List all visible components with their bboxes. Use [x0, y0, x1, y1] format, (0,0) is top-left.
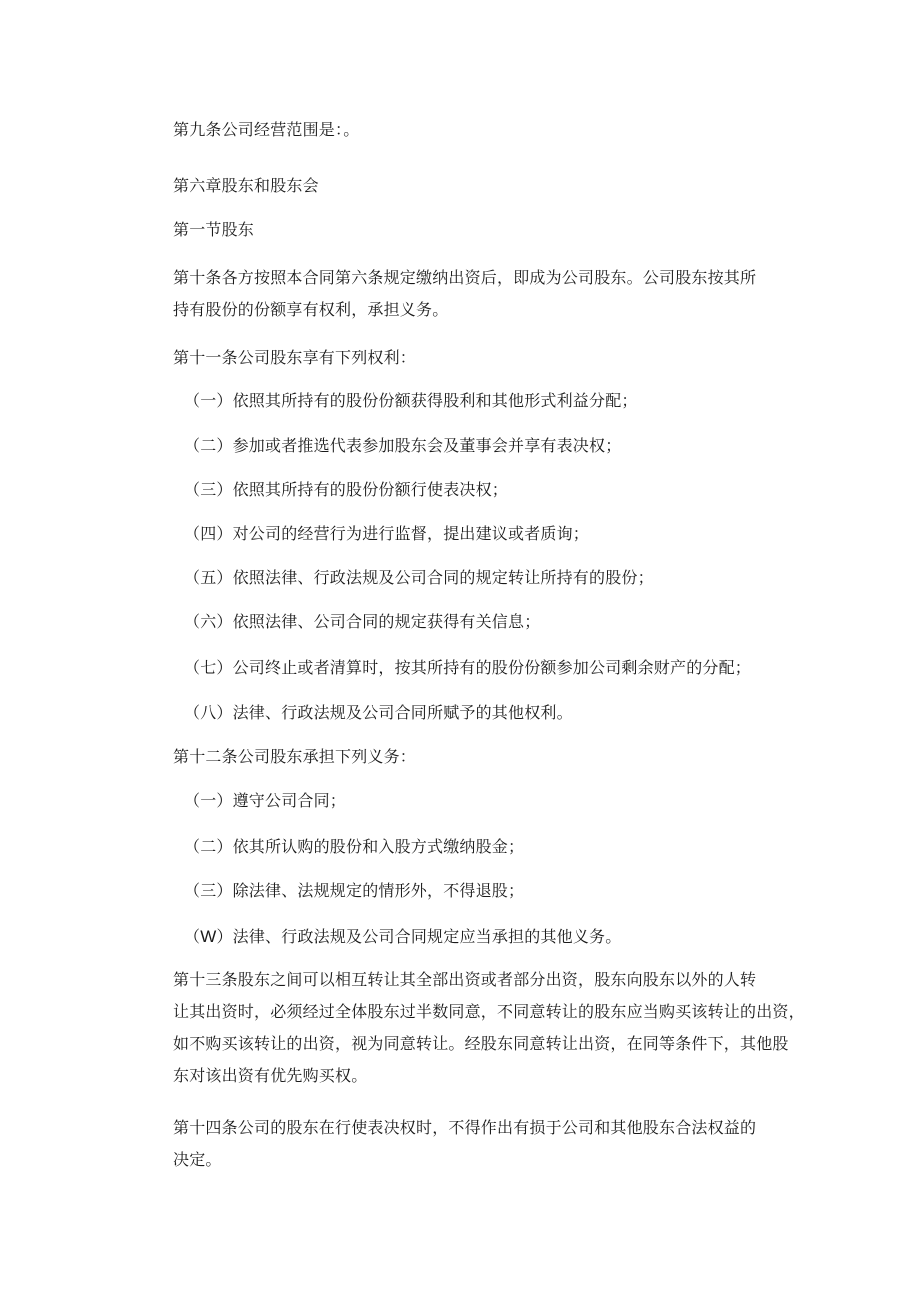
article-12-item-1: （一）遵守公司合同； — [184, 791, 347, 810]
article-14-line-1: 第十四条公司的股东在行使表决权时，不得作出有损于公司和其他股东合法权益的 — [173, 1118, 757, 1137]
article-11-item-2: （二）参加或者推选代表参加股东会及董事会并享有表决权； — [184, 436, 622, 455]
article-10 — [173, 262, 795, 326]
article-10-line-1: 第十条各方按照本合同第六条规定缴纳出资后，即成为公司股东。公司股东按其所 — [173, 268, 757, 287]
article-12-item-4-marker: W — [200, 927, 217, 946]
section-1-heading: 第一节股东 — [173, 220, 255, 239]
article-14 — [173, 1112, 795, 1176]
article-9: 第九条公司经营范围是：。 — [173, 120, 360, 139]
article-11-intro: 第十一条公司股东享有下列权利： — [173, 348, 417, 367]
article-11-item-3: （三）依照其所持有的股份份额行使表决权； — [184, 480, 509, 499]
article-11-item-6: （六）依照法律、公司合同的规定获得有关信息； — [184, 612, 541, 631]
chapter-6-heading: 第六章股东和股东会 — [173, 176, 319, 195]
article-11-item-5: （五）依照法律、行政法规及公司合同的规定转让所持有的股份； — [184, 568, 654, 587]
article-11-item-8: （八）法律、行政法规及公司合同所赋予的其他权利。 — [184, 703, 573, 722]
article-12-item-4-open: （ — [184, 927, 201, 946]
article-12-item-4 — [184, 921, 795, 953]
article-10-line-2: 持有股份的份额享有权利，承担义务。 — [173, 300, 449, 319]
article-13-line-4: 东对该出资有优先购买权。 — [173, 1066, 368, 1085]
article-13-line-3: 如不购买该转让的出资，视为同意转让。经股东同意转让出资，在同等条件下，其他股 — [173, 1034, 789, 1053]
article-14-line-2: 决定。 — [173, 1150, 222, 1169]
article-12-intro: 第十二条公司股东承担下列义务： — [173, 747, 417, 766]
article-12-item-3: （三）除法律、法规规定的情形外，不得退股； — [184, 881, 525, 900]
article-11-item-7: （七）公司终止或者清算时，按其所持有的股份份额参加公司剩余财产的分配； — [184, 658, 752, 677]
article-12-item-2: （二）依其所认购的股份和入股方式缴纳股金； — [184, 837, 525, 856]
article-13-line-2: 让其出资时，必须经过全体股东过半数同意，不同意转让的股东应当购买该转让的出资， — [173, 1002, 805, 1021]
article-11-item-4: （四）对公司的经营行为进行监督，提出建议或者质询； — [184, 524, 590, 543]
article-13-line-1: 第十三条股东之间可以相互转让其全部出资或者部分出资，股东向股东以外的人转 — [173, 970, 757, 989]
article-13 — [173, 964, 805, 1092]
article-12-item-4-text: ）法律、行政法规及公司合同规定应当承担的其他义务。 — [216, 927, 622, 946]
article-11-item-1: （一）依照其所持有的股份份额获得股利和其他形式利益分配； — [184, 391, 638, 410]
